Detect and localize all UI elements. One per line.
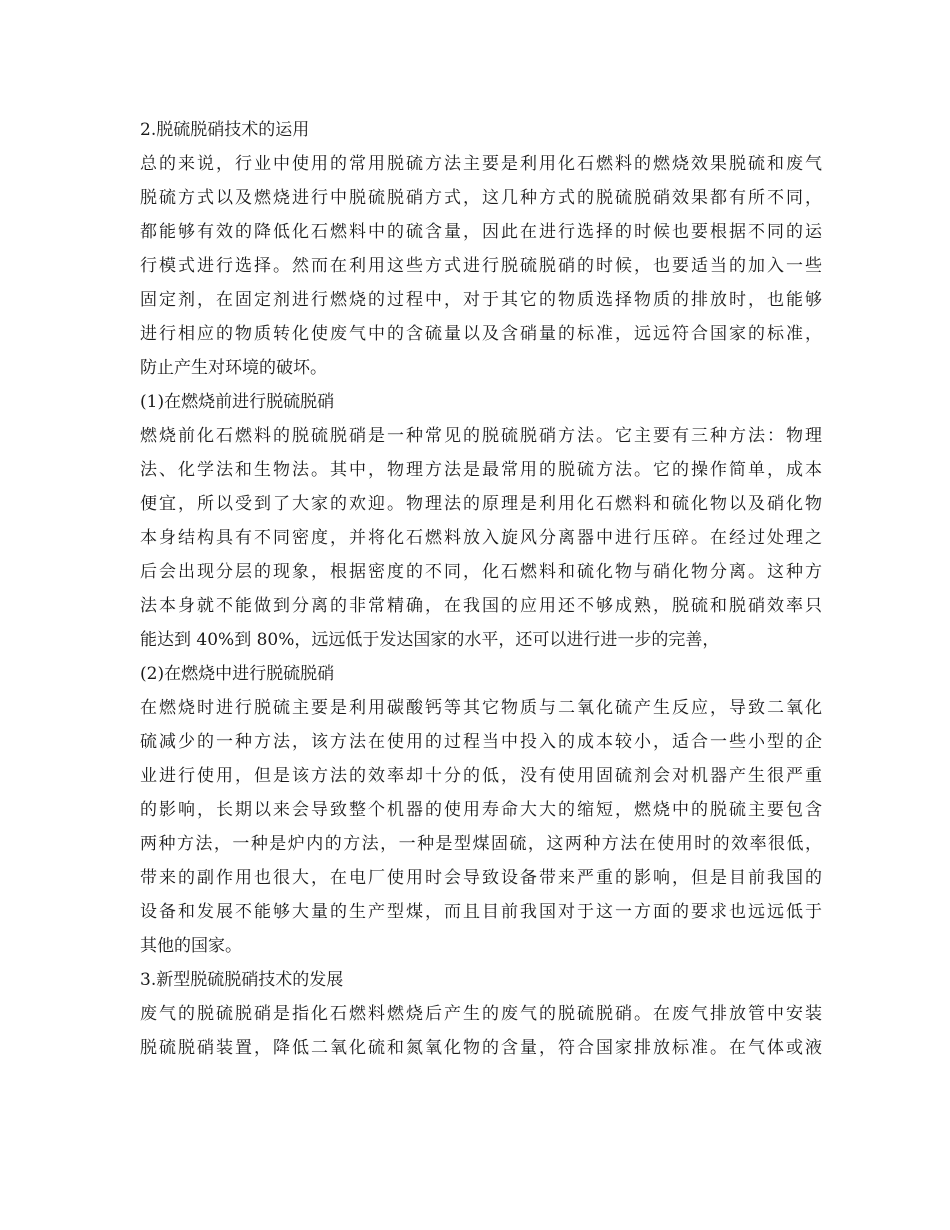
text-line: 行模式进行选择。然而在利用这些方式进行脱硫脱硝的时候，也要适当的加入一些	[140, 256, 822, 276]
text-line: 燃烧前化石燃料的脱硫脱硝是一种常见的脱硫脱硝方法。它主要有三种方法：物理	[140, 426, 822, 446]
text-line: 其他的国家。	[140, 936, 242, 956]
text-line: 两种方法，一种是炉内的方法，一种是型煤固硫，这两种方法在使用时的效率很低，	[140, 834, 822, 854]
text-line: 脱硫方式以及燃烧进行中脱硫脱硝方式，这几种方式的脱硫脱硝效果都有所不同，	[140, 188, 822, 208]
text-line: 法本身就不能做到分离的非常精确，在我国的应用还不够成熟，脱硫和脱硝效率只	[140, 596, 822, 616]
text-line: 总的来说，行业中使用的常用脱硫方法主要是利用化石燃料的燃烧效果脱硫和废气	[140, 154, 822, 174]
text-line: 业进行使用，但是该方法的效率却十分的低，没有使用固硫剂会对机器产生很严重	[140, 766, 822, 786]
text-line: 后会出现分层的现象，根据密度的不同，化石燃料和硫化物与硝化物分离。这种方	[140, 562, 822, 582]
text-line: 便宜，所以受到了大家的欢迎。物理法的原理是利用化石燃料和硫化物以及硝化物	[140, 494, 822, 514]
text-line: 的影响，长期以来会导致整个机器的使用寿命大大的缩短，燃烧中的脱硫主要包含	[140, 800, 822, 820]
text-line: 防止产生对环境的破坏。	[140, 358, 327, 378]
text-line: 都能够有效的降低化石燃料中的硫含量，因此在进行选择的时候也要根据不同的运	[140, 222, 822, 242]
text-line: 硫减少的一种方法，该方法在使用的过程当中投入的成本较小，适合一些小型的企	[140, 732, 822, 752]
text-line: 脱硫脱硝装置，降低二氧化硫和氮氧化物的含量，符合国家排放标准。在气体或液	[140, 1038, 822, 1058]
text-line: 进行相应的物质转化使废气中的含硫量以及含硝量的标准，远远符合国家的标准，	[140, 324, 822, 344]
text-line: 固定剂，在固定剂进行燃烧的过程中，对于其它的物质选择物质的排放时，也能够	[140, 290, 822, 310]
text-line: 法、化学法和生物法。其中，物理方法是最常用的脱硫方法。它的操作简单，成本	[140, 460, 822, 480]
text-line: 能达到 40%到 80%，远远低于发达国家的水平，还可以进行进一步的完善，	[140, 630, 720, 650]
document-body	[140, 113, 822, 1065]
text-line: (1)在燃烧前进行脱硫脱硝	[140, 392, 335, 412]
text-line: 带来的副作用也很大，在电厂使用时会导致设备带来严重的影响，但是目前我国的	[140, 868, 822, 888]
text-line: 3.新型脱硫脱硝技术的发展	[140, 970, 344, 990]
text-line: 废气的脱硫脱硝是指化石燃料燃烧后产生的废气的脱硫脱硝。在废气排放管中安装	[140, 1004, 822, 1024]
text-line: 设备和发展不能够大量的生产型煤，而且目前我国对于这一方面的要求也远远低于	[140, 902, 822, 922]
text-line: 本身结构具有不同密度，并将化石燃料放入旋风分离器中进行压碎。在经过处理之	[140, 528, 822, 548]
text-line: 在燃烧时进行脱硫主要是利用碳酸钙等其它物质与二氧化硫产生反应，导致二氧化	[140, 698, 822, 718]
text-line: 2.脱硫脱硝技术的运用	[140, 120, 310, 140]
text-line: (2)在燃烧中进行脱硫脱硝	[140, 664, 335, 684]
